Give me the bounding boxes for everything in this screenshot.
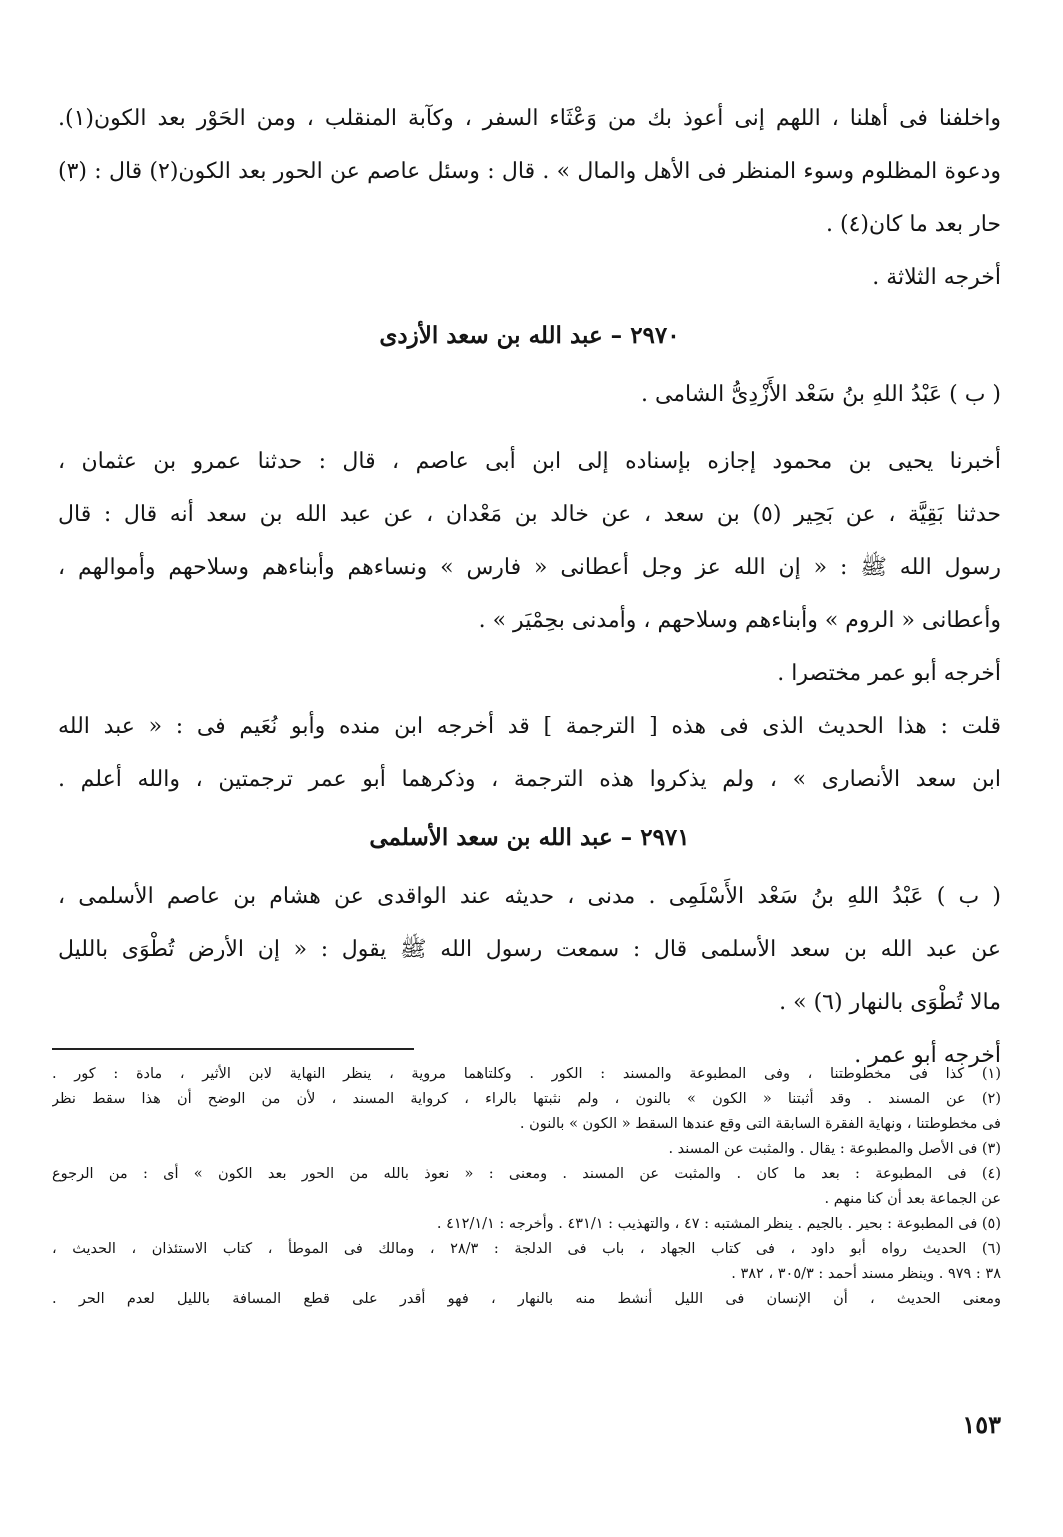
text-line: مالا تُطْوَى بالنهار (٦) » . xyxy=(779,990,1001,1015)
text-line: رسول الله ﷺ : « إن الله عز وجل أعطانى « فارس » ونساءهم وأبناءهم وسلاحهم وأموالهم ، xyxy=(58,555,1001,580)
footnote-divider xyxy=(52,1048,414,1050)
footnote-line: ومعنى الحديث ، أن الإنسان فى الليل أنشط منه بالنهار ، فهو أقدر على قطع المسافة بالليل لعدم الحر . xyxy=(52,1291,1001,1307)
text-line: وأعطانى « الروم » وأبناءهم وسلاحهم ، وأمدنى بحِمْيَر » . xyxy=(478,608,1001,633)
footnote-line: ٣٨ : ٩٧٩ . وينظر مسند أحمد : ٣٠٥/٣ ، ٣٨٢ . xyxy=(731,1266,1001,1282)
footnotes xyxy=(52,1062,1001,1312)
footnote-line: (٥) فى المطبوعة : بحير . بالجيم . ينظر المشتبه : ٤٧ ، والتهذيب : ٤٣١/١ . وأخرجه : ٤١٢/١/١ . xyxy=(436,1216,1001,1232)
text-line: ( ب ) عَبْدُ اللهِ بنُ سَعْد الأَسْلَمِى . مدنى ، حديثه عند الواقدى عن هشام بن عاصم الأسلمى ، xyxy=(58,884,1001,909)
text-line: ودعوة المظلوم وسوء المنظر فى الأهل والمال » . قال : وسئل عاصم عن الحور بعد الكون(٢) قال : (٣) xyxy=(58,159,1001,184)
entry-heading-2970: ٢٩٧٠ – عبد الله بن سعد الأزدى xyxy=(379,322,680,349)
text-line: حدثنا بَقِيَّة ، عن بَحِير (٥) بن سعد ، عن خالد بن مَعْدان ، عن عبد الله بن سعد أنه قال : قال xyxy=(58,502,1001,527)
text-line: ( ب ) عَبْدُ اللهِ بنُ سَعْد الأَزْدِىُّ الشامى . xyxy=(640,382,1001,407)
entry-heading-2971: ٢٩٧١ – عبد الله بن سعد الأسلمى xyxy=(369,824,690,851)
footnote-line: (١) كذا فى مخطوطتنا ، وفى المطبوعة والمسند : الكور . وكلتاهما مروية ، ينظر النهاية لابن الأثير ، مادة : كور . xyxy=(52,1066,1001,1082)
page-number: ١٥٣ xyxy=(962,1410,1001,1439)
text-line: أخرجه الثلاثة . xyxy=(872,265,1001,290)
text-line: عن عبد الله بن سعد الأسلمى قال : سمعت رسول الله ﷺ يقول : « إن الأرض تُطْوَى بالليل xyxy=(58,937,1001,962)
main-text xyxy=(58,92,1001,1082)
text-line: ابن سعد الأنصارى » ، ولم يذكروا هذه الترجمة ، وذكرهما أبو عمر ترجمتين ، والله أعلم . xyxy=(58,767,1001,792)
text-line: حار بعد ما كان(٤) . xyxy=(826,212,1001,237)
footnote-line: (٢) عن المسند . وقد أثبتنا « الكون » بالنون ، ولم نثبتها بالراء ، كرواية المسند ، لأن من الوضح أن هذا سقط نظر xyxy=(52,1091,1001,1107)
text-line: قلت : هذا الحديث الذى فى هذه [ الترجمة ] قد أخرجه ابن منده وأبو نُعَيم فى : « عبد الله xyxy=(58,714,1001,739)
footnote-line: عن الجماعة بعد أن كنا منهم . xyxy=(824,1191,1001,1207)
text-line: واخلفنا فى أهلنا ، اللهم إنى أعوذ بك من وَعْثَاء السفر ، وكآبة المنقلب ، ومن الحَوْر بعد الكون(١). xyxy=(58,106,1001,131)
footnote-line: (٤) فى المطبوعة : بعد ما كان . والمثبت عن المسند . ومعنى : « نعوذ بالله من الحور بعد الكون » أى : من الرجوع xyxy=(52,1166,1001,1182)
footnote-line: فى مخطوطتنا ، ونهاية الفقرة السابقة التى وقع عندها السقط « الكون » بالنون . xyxy=(519,1116,1001,1132)
text-line: أخرجه أبو عمر مختصرا . xyxy=(777,661,1001,686)
text-line: أخبرنا يحيى بن محمود إجازه بإسناده إلى ابن أبى عاصم ، قال : حدثنا عمرو بن عثمان ، xyxy=(58,449,1001,474)
footnote-line: (٣) فى الأصل والمطبوعة : يقال . والمثبت عن المسند . xyxy=(668,1141,1001,1157)
text-line: أخرجه أبو عمر . xyxy=(854,1043,1001,1068)
footnote-line: (٦) الحديث رواه أبو داود ، فى كتاب الجهاد ، باب فى الدلجة : ٢٨/٣ ، ومالك فى الموطأ ، كتاب الاستئذان ، الحديث ، xyxy=(52,1241,1001,1257)
